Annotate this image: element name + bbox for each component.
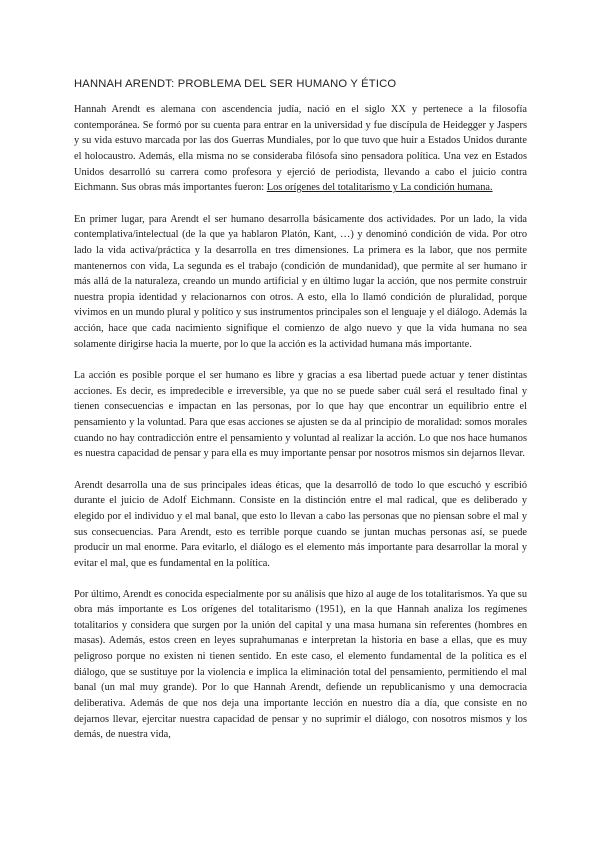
paragraph-action: La acción es posible porque el ser humano es libre y gracias a esa libertad puede actuar y tener distintas acciones. Es decir, es impredecible e irreversible, ya que no se puede saber cuál será el resultado final y tienen consecuencias e impactan en las personas, por lo que hay que encontrar un equilibrio entre el pensamiento y la voluntad. Para que esas acciones se ajusten se da al principio de moralidad: somos morales cuando no hay contradicción entre el pensamiento y voluntad al realizar la acción. Lo que nos hace humanos es nuestra capacidad de pensar y para ella es muy importante pensar por nosotros mismos sin dejarnos llevar. bbox=[74, 370, 527, 460]
paragraph-intro-text: Hannah Arendt es alemana con ascendencia judía, nació en el siglo XX y pertenece a la filosofía contemporánea. Se formó por su cuenta para entrar en la universidad y fue discípula de Heidegger y Jaspers y su vida estuvo marcada por las dos Guerras Mundiales, por lo que tuvo que huir a Estados Unidos durante el holocaustro. Además, ella misma no se consideraba filósofa sino pensadora política. Una vez en Estados Unidos desarrolló su carrera como profesora y ejerció de periodista, llevando a cabo el juicio contra Eichmann. Sus obras más importantes fueron: bbox=[74, 104, 527, 194]
document-title: HANNAH ARENDT: PROBLEMA DEL SER HUMANO Y ÉTICO bbox=[74, 78, 397, 90]
paragraph-totalitarianism: Por último, Arendt es conocida especialmente por su análisis que hizo al auge de los totalitarismos. Ya que su obra más importante es Los orígenes del totalitarismo (1951), en la que Hannah analiza los regímenes totalitarios y considera que surgen por la unión del capital y una masa humana sin referentes (hombres en masas). Además, estos creen en leyes suprahumanas e interpretan la historia en base a ellas, que es muy peligroso porque no existen ni tienen sentido. En este caso, el elemento fundamental de la política es el diálogo, que se sustituye por la violencia e implica la eliminación total del pensamiento, permitiendo el mal banal (un mal muy grande). Por lo que Hannah Arendt, defiende un republicanismo y una democracia deliberativa. Además de que nos deja una importante lección en nuestro día a día, que consiste en no dejarnos llevar, ejercitar nuestra capacidad de pensar y no suprimir el diálogo, con nosotros mismos y los demás, de nuestra vida, bbox=[74, 588, 527, 741]
paragraph-intro bbox=[74, 102, 527, 196]
paragraph-ethics: Arendt desarrolla una de sus principales ideas éticas, que la desarrolló de todo lo que escuchó y escribió durante el juicio de Adolf Eichmann. Consiste en la distinción entre el mal radical, que es deliberado y elegido por el individuo y el mal banal, que esto lo llevan a cabo las personas que no piensan sobre el mal y sus consecuencias. Para Arendt, esto es terrible porque cuando se juntan muchas personas así, se puede producir un mal enorme. Para evitarlo, el diálogo es el elemento más importante para desarrollar la moral y evitar el mal, que es fundamental en la política. bbox=[74, 479, 527, 569]
works-title-link: Los orígenes del totalitarismo y La condición humana. bbox=[266, 182, 493, 194]
paragraph-activities: En primer lugar, para Arendt el ser humano desarrolla básicamente dos actividades. Por un lado, la vida contemplativa/intelectual (de la que ya hablaron Platón, Kant, …) y denominó condición de vida. Por otro lado la vida activa/práctica y la desarrolla en tres dimensiones. La primera es la labor, que nos permite mantenernos con vida, La segunda es el trabajo (condición de mundanidad), que permite al ser humano ir más allá de la naturaleza, creando un mundo artificial y en último lugar la acción, que nos permite construir nuestra propia identidad y relacionarnos con otros. A esto, ella lo llamó condición de pluralidad, porque vivimos en un mundo plural y político y sus instrumentos principales son el lenguaje y el diálogo. Además la acción, hace que cada nacimiento signifique el comienzo de algo nuevo y que la vida humana no sea solamente dirigirse hacia la muerte, por lo que la acción es la actividad humana más importante. bbox=[74, 213, 527, 350]
document-body bbox=[74, 102, 527, 759]
